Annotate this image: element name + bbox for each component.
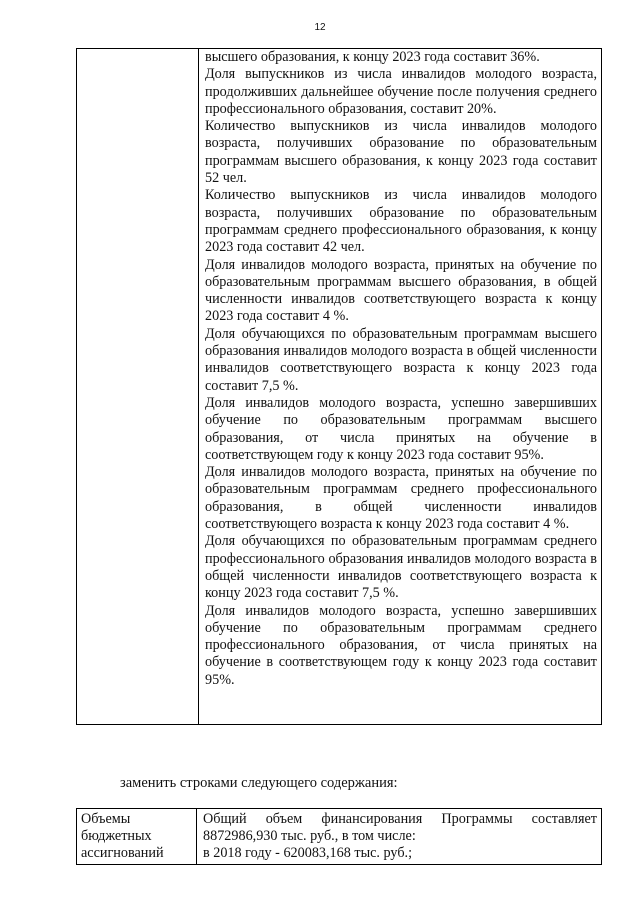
indicator-paragraph: Доля инвалидов молодого возраста, успешно завершивших обучение по образовательным программам среднего профессионального образования, от числа принятых на обучение в соответствующем году к концу 2023 года составит 95%.: [205, 602, 597, 688]
indicator-paragraph: Доля инвалидов молодого возраста, принятых на обучение по образовательным программам высшего образования, в общей численности инвалидов соответствующего возраста к концу 2023 года составит 4 %.: [205, 256, 597, 325]
budget-allocations-table: [76, 808, 602, 865]
indicator-paragraph: Доля инвалидов молодого возраста, успешно завершивших обучение по образовательным программам высшего образования, от числа принятых на обучение в соответствующем году к концу 2023 года составит 95%.: [205, 394, 597, 463]
indicator-paragraph: Доля выпускников из числа инвалидов молодого возраста, продолживших дальнейшее обучение после получения среднего профессионального образования, составит 20%.: [205, 66, 597, 117]
content-line: Общий объем финансирования Программы составляет 8872986,930 тыс. руб., в том числе:: [203, 811, 597, 844]
indicator-paragraph: Количество выпускников из числа инвалидов молодого возраста, получивших образование по образовательным программам среднего профессионального образования, к концу 2023 года составит 42 чел.: [205, 187, 597, 256]
indicator-paragraph: Доля инвалидов молодого возраста, принятых на обучение по образовательным программам среднего профессионального образования, в общей численности инвалидов соответствующего возраста к концу 2023 года составит 4 %.: [205, 464, 597, 533]
budget-label-cell: [77, 809, 197, 865]
label-line: ассигнований: [81, 845, 164, 861]
program-indicators-table: [76, 48, 602, 725]
label-line: бюджетных: [81, 828, 152, 844]
table-row: [77, 809, 602, 865]
replacement-instruction: заменить строками следующего содержания:: [120, 775, 398, 791]
indicator-paragraph: высшего образования, к концу 2023 года составит 36%.: [205, 49, 540, 65]
indicator-paragraph: Доля обучающихся по образовательным программам высшего образования инвалидов молодого возраста в общей численности инвалидов соответствующего возраста к концу 2023 года составит 7,5 %.: [205, 325, 597, 394]
indicator-paragraph: Количество выпускников из числа инвалидов молодого возраста, получивших образование по образовательным программам высшего образования, к концу 2023 года составит 52 чел.: [205, 118, 597, 187]
indicator-paragraph: Доля обучающихся по образовательным программам среднего профессионального образования инвалидов молодого возраста в общей численности инвалидов соответствующего возраста к концу 2023 года составит 7,5 %.: [205, 533, 597, 602]
indicators-cell: [199, 49, 602, 725]
table-row: [77, 49, 602, 725]
content-line: в 2018 году - 620083,168 тыс. руб.;: [203, 845, 413, 861]
budget-content-cell: [197, 809, 602, 865]
empty-label-cell: [77, 49, 199, 725]
page-number: 12: [314, 22, 326, 33]
label-line: Объемы: [81, 811, 131, 827]
